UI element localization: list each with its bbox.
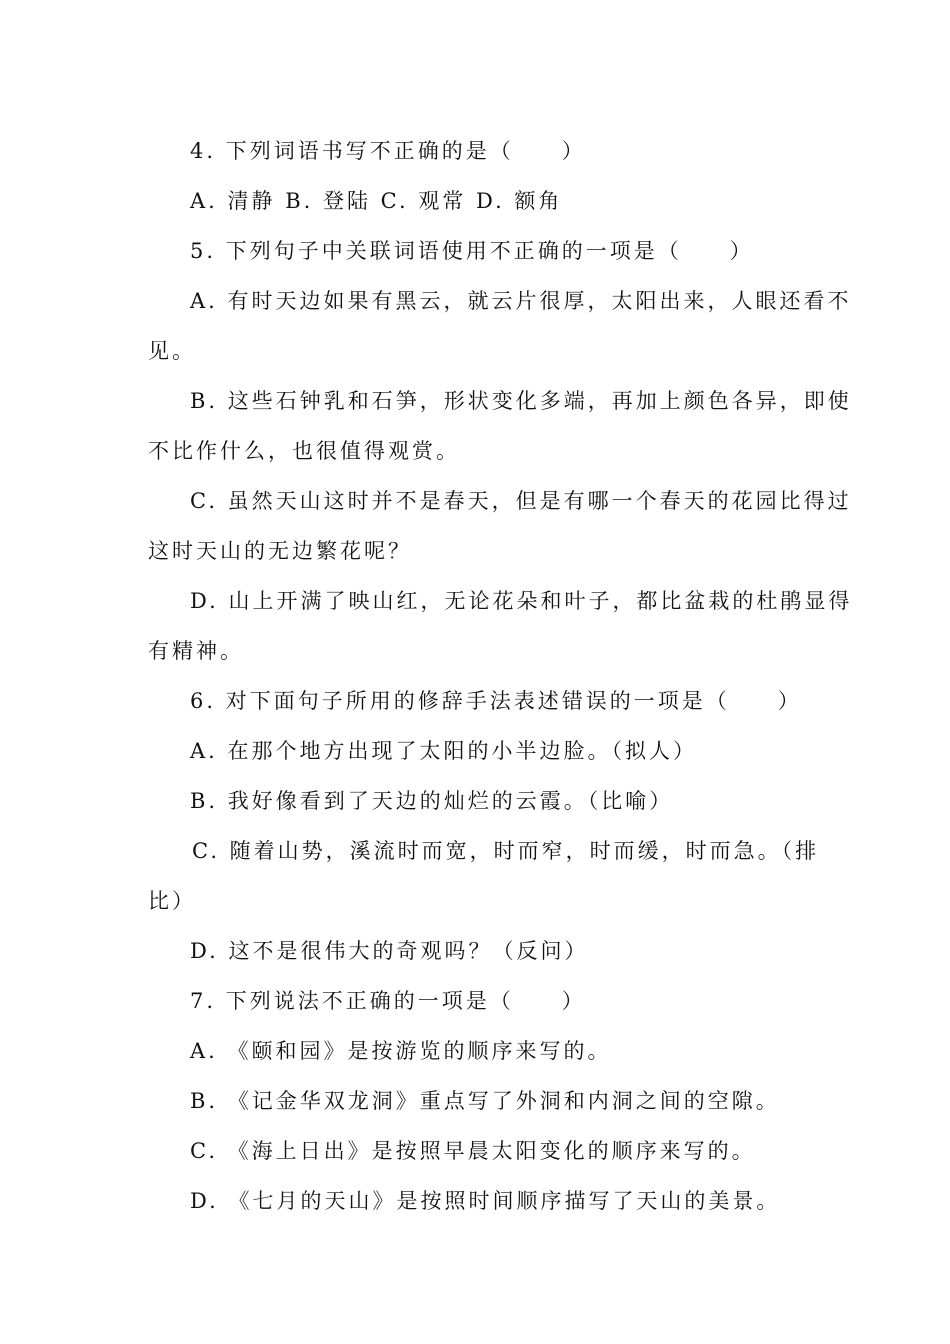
q7-option-c: C. 《海上日出》是按照早晨太阳变化的顺序来写的。 [190,1139,756,1163]
q6-option-d: D. 这不是很伟大的奇观吗？（反问） [190,939,589,963]
q6-option-a: A. 在那个地方出现了太阳的小半边脸。（拟人） [190,739,698,763]
q4-stem: 4. 下列词语书写不正确的是（ ） [190,139,586,163]
q7-stem: 7. 下列说法不正确的一项是（ ） [190,989,586,1013]
q5-option-c-line1: C. 虽然天山这时并不是春天，但是有哪一个春天的花园比得过 [190,489,852,513]
q5-option-b-line2: 不比作什么，也很值得观赏。 [148,439,460,463]
question-content [148,126,853,1226]
q5-option-a-line1: A. 有时天边如果有黑云，就云片很厚，太阳出来，人眼还看不 [190,289,852,313]
q6-option-c-line2: 比） [148,889,196,913]
q4-options: A. 清静 B. 登陆 C. 观常 D. 额角 [190,189,563,213]
q6-option-b: B. 我好像看到了天边的灿烂的云霞。（比喻） [190,789,674,813]
q6-stem: 6. 对下面句子所用的修辞手法表述错误的一项是（ ） [190,689,802,713]
q7-option-d: D. 《七月的天山》是按照时间顺序描写了天山的美景。 [190,1189,781,1213]
q5-stem: 5. 下列句子中关联词语使用不正确的一项是（ ） [190,239,754,263]
q5-option-d-line2: 有精神。 [148,639,244,663]
q5-option-b-line1: B. 这些石钟乳和石笋，形状变化多端，再加上颜色各异，即使 [190,389,852,413]
q7-option-a: A. 《颐和园》是按游览的顺序来写的。 [190,1039,612,1063]
q5-option-d-line1: D. 山上开满了映山红，无论花朵和叶子，都比盆栽的杜鹃显得 [190,589,853,613]
q5-option-a-line2: 见。 [148,339,196,363]
q6-option-c-line1: C. 随着山势，溪流时而宽，时而窄，时而缓，时而急。（排 [192,839,820,863]
q5-option-c-line2: 这时天山的无边繁花呢？ [148,539,412,563]
q7-option-b: B. 《记金华双龙洞》重点写了外洞和内洞之间的空隙。 [190,1089,780,1113]
